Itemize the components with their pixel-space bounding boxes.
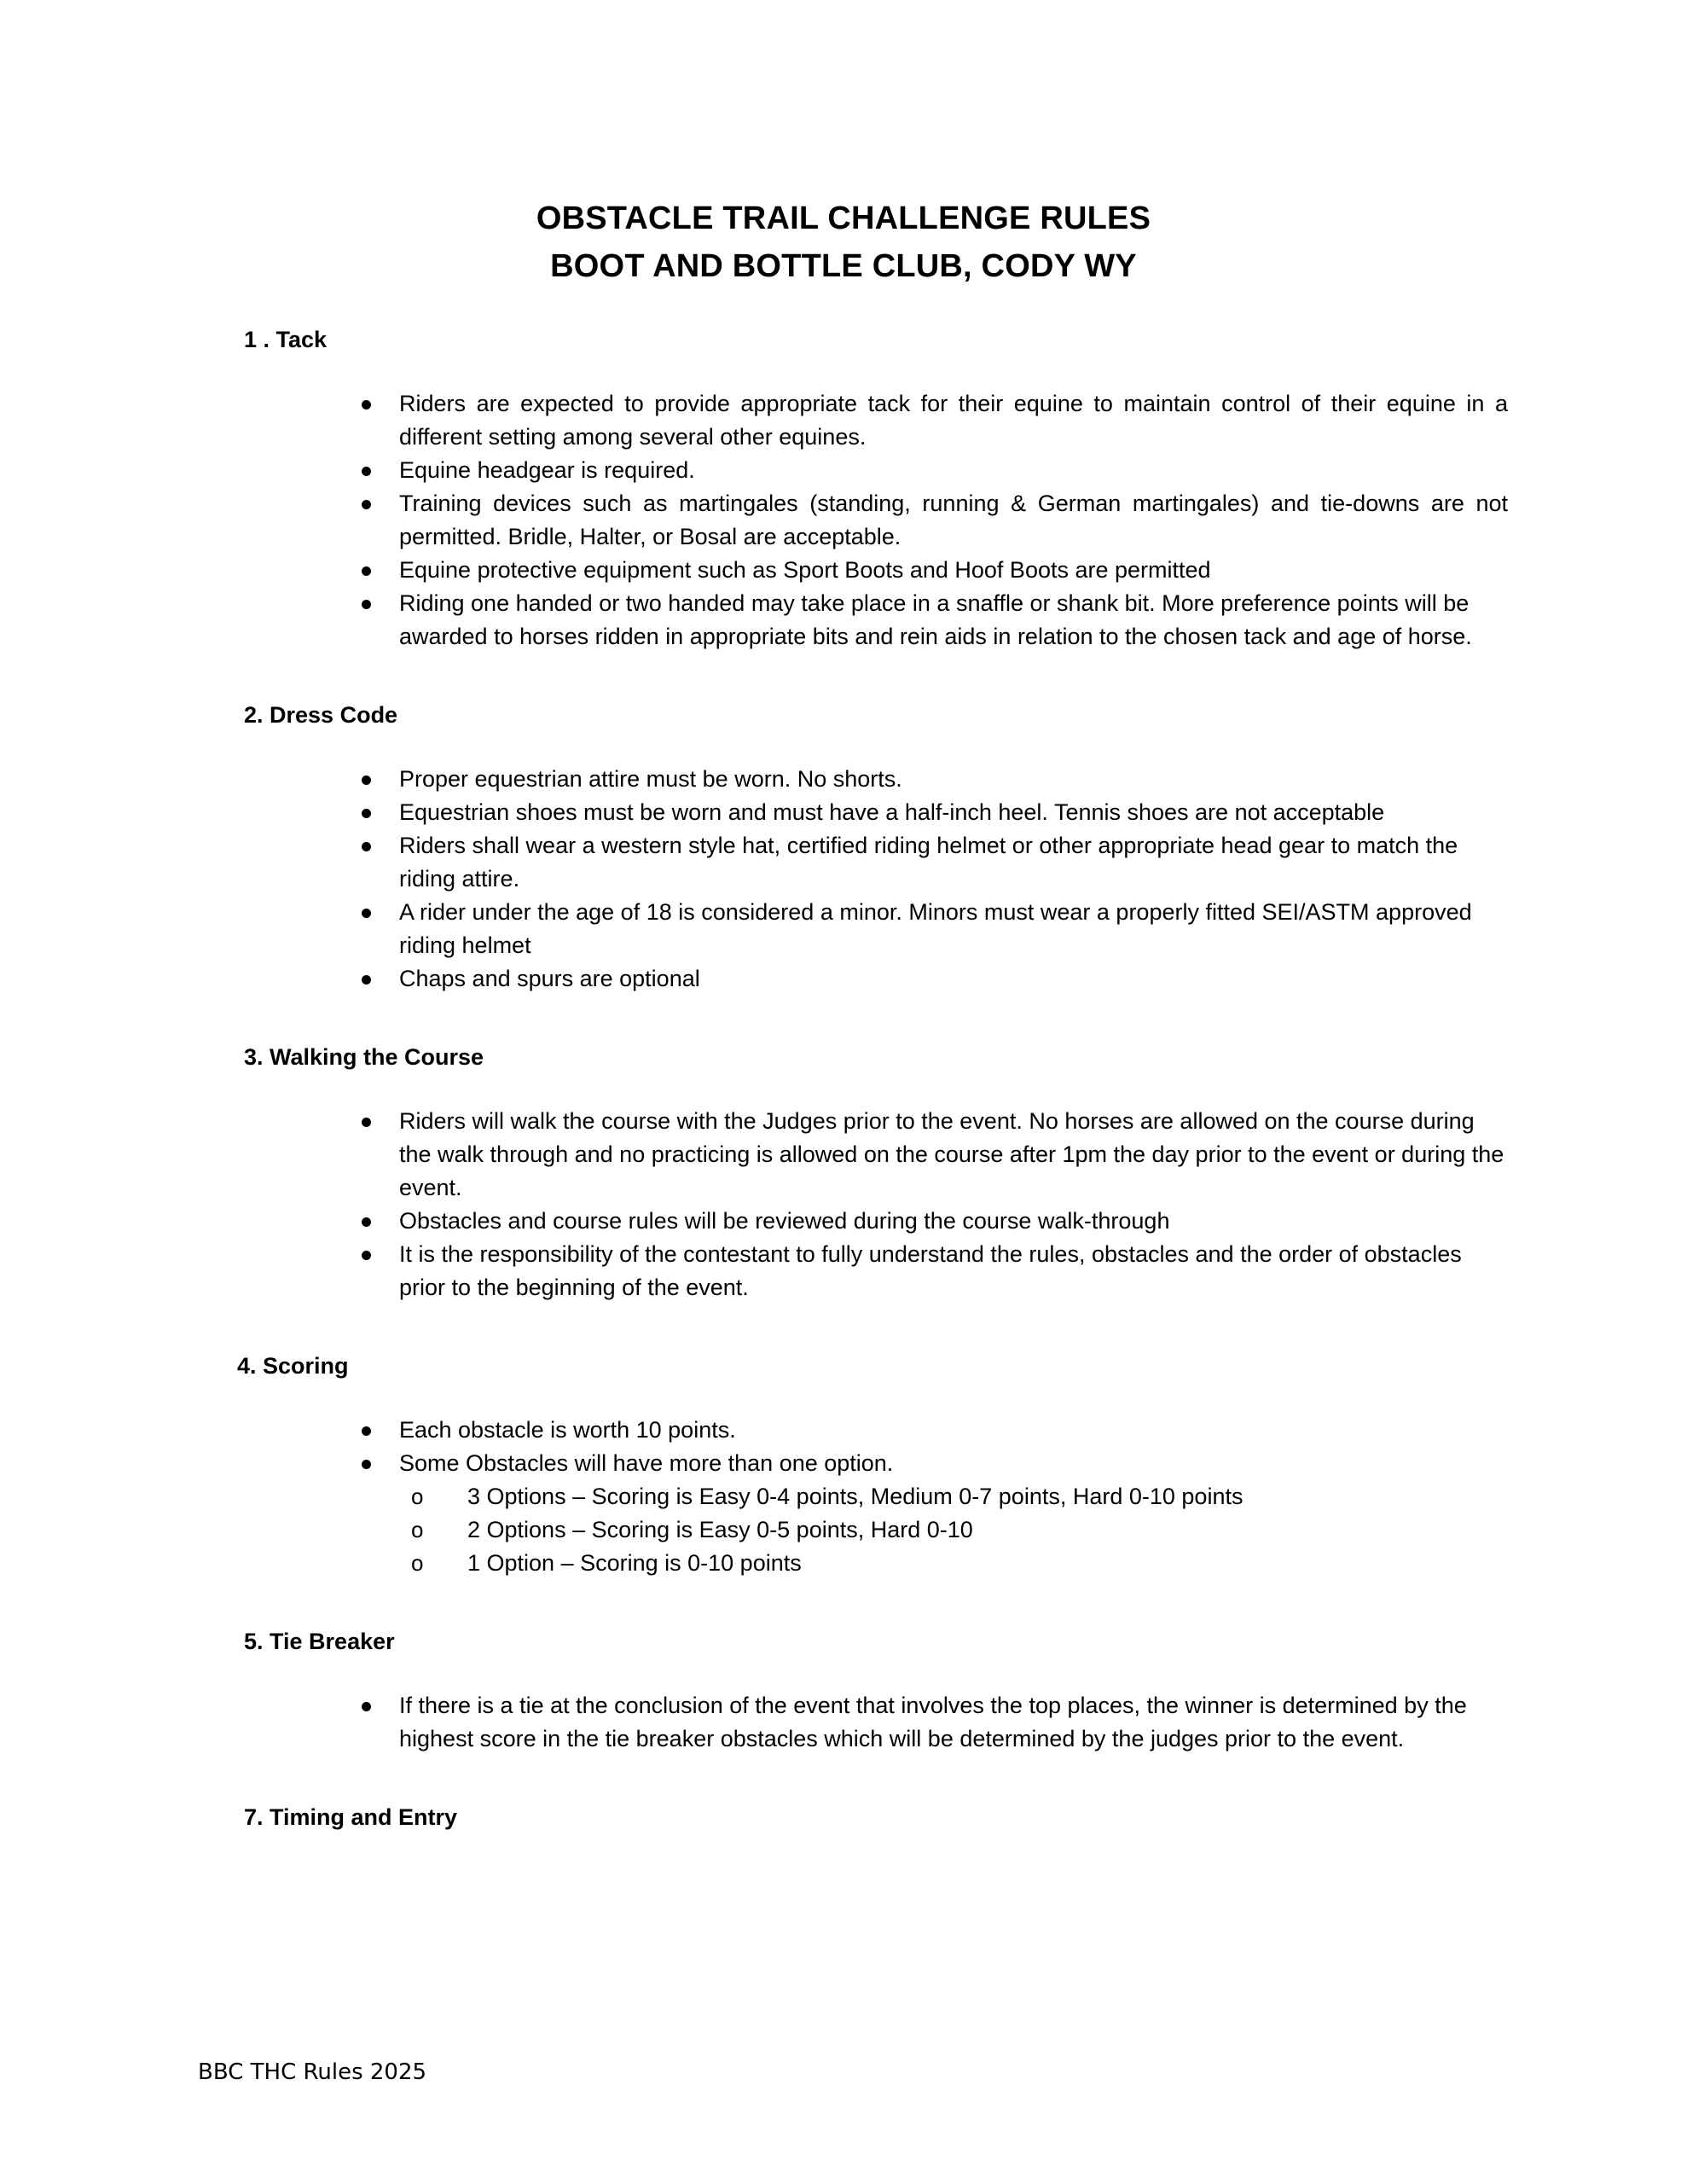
section-scoring bbox=[0, 1350, 1687, 1580]
spacer bbox=[0, 996, 1687, 1042]
option-marker-icon: o bbox=[411, 1517, 424, 1542]
list-item: Obstacles and course rules will be reviewed during the course walk-through bbox=[348, 1205, 1508, 1238]
list-item bbox=[399, 1480, 1687, 1513]
section-heading-tie-breaker: 5. Tie Breaker bbox=[244, 1629, 395, 1654]
list-item: Some Obstacles will have more than one option. bbox=[348, 1447, 1508, 1480]
spacer bbox=[0, 1657, 1687, 1689]
list-item: Riders will walk the course with the Judges prior to the event. No horses are allowed on the course during the walk through and no practicing is allowed on the course after 1pm the day prior to the event or during the event. bbox=[348, 1105, 1508, 1205]
bullet-list-walking-the-course bbox=[0, 1105, 1687, 1304]
list-item: Equestrian shoes must be worn and must have a half-inch heel. Tennis shoes are not acceptable bbox=[348, 796, 1508, 829]
list-item: Riders shall wear a western style hat, certified riding helmet or other appropriate head gear to match the riding attire. bbox=[348, 829, 1508, 896]
bullet-list-scoring bbox=[0, 1414, 1687, 1480]
list-item: Training devices such as martingales (standing, running & German martingales) and tie-downs are not permitted. Bridle, Halter, or Bosal are acceptable. bbox=[348, 487, 1508, 554]
section-heading-walking-the-course: 3. Walking the Course bbox=[244, 1044, 484, 1070]
list-item: Equine protective equipment such as Sport Boots and Hoof Boots are permitted bbox=[348, 554, 1508, 587]
list-item: If there is a tie at the conclusion of the event that involves the top places, the winner is determined by the highest score in the tie breaker obstacles which will be determined by the judges prior to the event. bbox=[348, 1689, 1508, 1756]
list-item: Proper equestrian attire must be worn. No shorts. bbox=[348, 763, 1508, 796]
sub-option-label: 2 Options – Scoring is Easy 0-5 points, Hard 0-10 bbox=[467, 1517, 973, 1542]
spacer bbox=[0, 1756, 1687, 1802]
section-tack bbox=[0, 324, 1687, 653]
section-heading-tack: 1 . Tack bbox=[244, 327, 328, 352]
option-marker-icon: o bbox=[411, 1550, 424, 1576]
section-tie-breaker bbox=[0, 1626, 1687, 1756]
spacer bbox=[0, 355, 1687, 387]
list-item: Each obstacle is worth 10 points. bbox=[348, 1414, 1508, 1447]
section-heading-timing-and-entry: 7. Timing and Entry bbox=[244, 1804, 458, 1830]
bullet-list-tie-breaker bbox=[0, 1689, 1687, 1756]
option-marker-icon: o bbox=[411, 1484, 424, 1509]
page-title-line-2: BOOT AND BOTTLE CLUB, CODY WY bbox=[550, 248, 1137, 284]
list-item: It is the responsibility of the contestant to fully understand the rules, obstacles and the order of obstacles prior to the beginning of the event. bbox=[348, 1238, 1508, 1304]
list-item: A rider under the age of 18 is considered a minor. Minors must wear a properly fitted SEI/ASTM approved riding helmet bbox=[348, 896, 1508, 962]
bullet-list-tack bbox=[0, 387, 1687, 653]
list-item: Riding one handed or two handed may take place in a snaffle or shank bit. More preference points will be awarded to horses ridden in appropriate bits and rein aids in relation to the chosen tack and age of horse. bbox=[348, 587, 1508, 653]
spacer bbox=[0, 730, 1687, 763]
spacer bbox=[0, 1304, 1687, 1350]
list-item: Riders are expected to provide appropriate tack for their equine to maintain control of their equine in a different setting among several other equines. bbox=[348, 387, 1508, 454]
section-timing-and-entry bbox=[0, 1802, 1687, 1833]
document-body bbox=[0, 324, 1687, 1833]
page-footer: BBC THC Rules 2025 bbox=[198, 2059, 427, 2085]
spacer bbox=[0, 653, 1687, 700]
spacer bbox=[0, 1580, 1687, 1626]
list-item bbox=[399, 1513, 1687, 1547]
sub-option-label: 1 Option – Scoring is 0-10 points bbox=[467, 1550, 802, 1576]
section-heading-dress-code: 2. Dress Code bbox=[244, 702, 398, 728]
sub-option-label: 3 Options – Scoring is Easy 0-4 points, Medium 0-7 points, Hard 0-10 points bbox=[467, 1484, 1244, 1509]
sub-option-list-scoring bbox=[0, 1480, 1687, 1580]
section-dress-code bbox=[0, 700, 1687, 996]
list-item: Equine headgear is required. bbox=[348, 454, 1508, 487]
document-title-block bbox=[0, 195, 1687, 290]
list-item: Chaps and spurs are optional bbox=[348, 962, 1508, 996]
list-item bbox=[399, 1547, 1687, 1580]
section-walking-the-course bbox=[0, 1042, 1687, 1304]
page-title-line-1: OBSTACLE TRAIL CHALLENGE RULES bbox=[536, 200, 1151, 236]
spacer bbox=[0, 1381, 1687, 1414]
spacer bbox=[0, 1072, 1687, 1105]
bullet-list-dress-code bbox=[0, 763, 1687, 996]
section-heading-scoring: 4. Scoring bbox=[237, 1353, 349, 1379]
